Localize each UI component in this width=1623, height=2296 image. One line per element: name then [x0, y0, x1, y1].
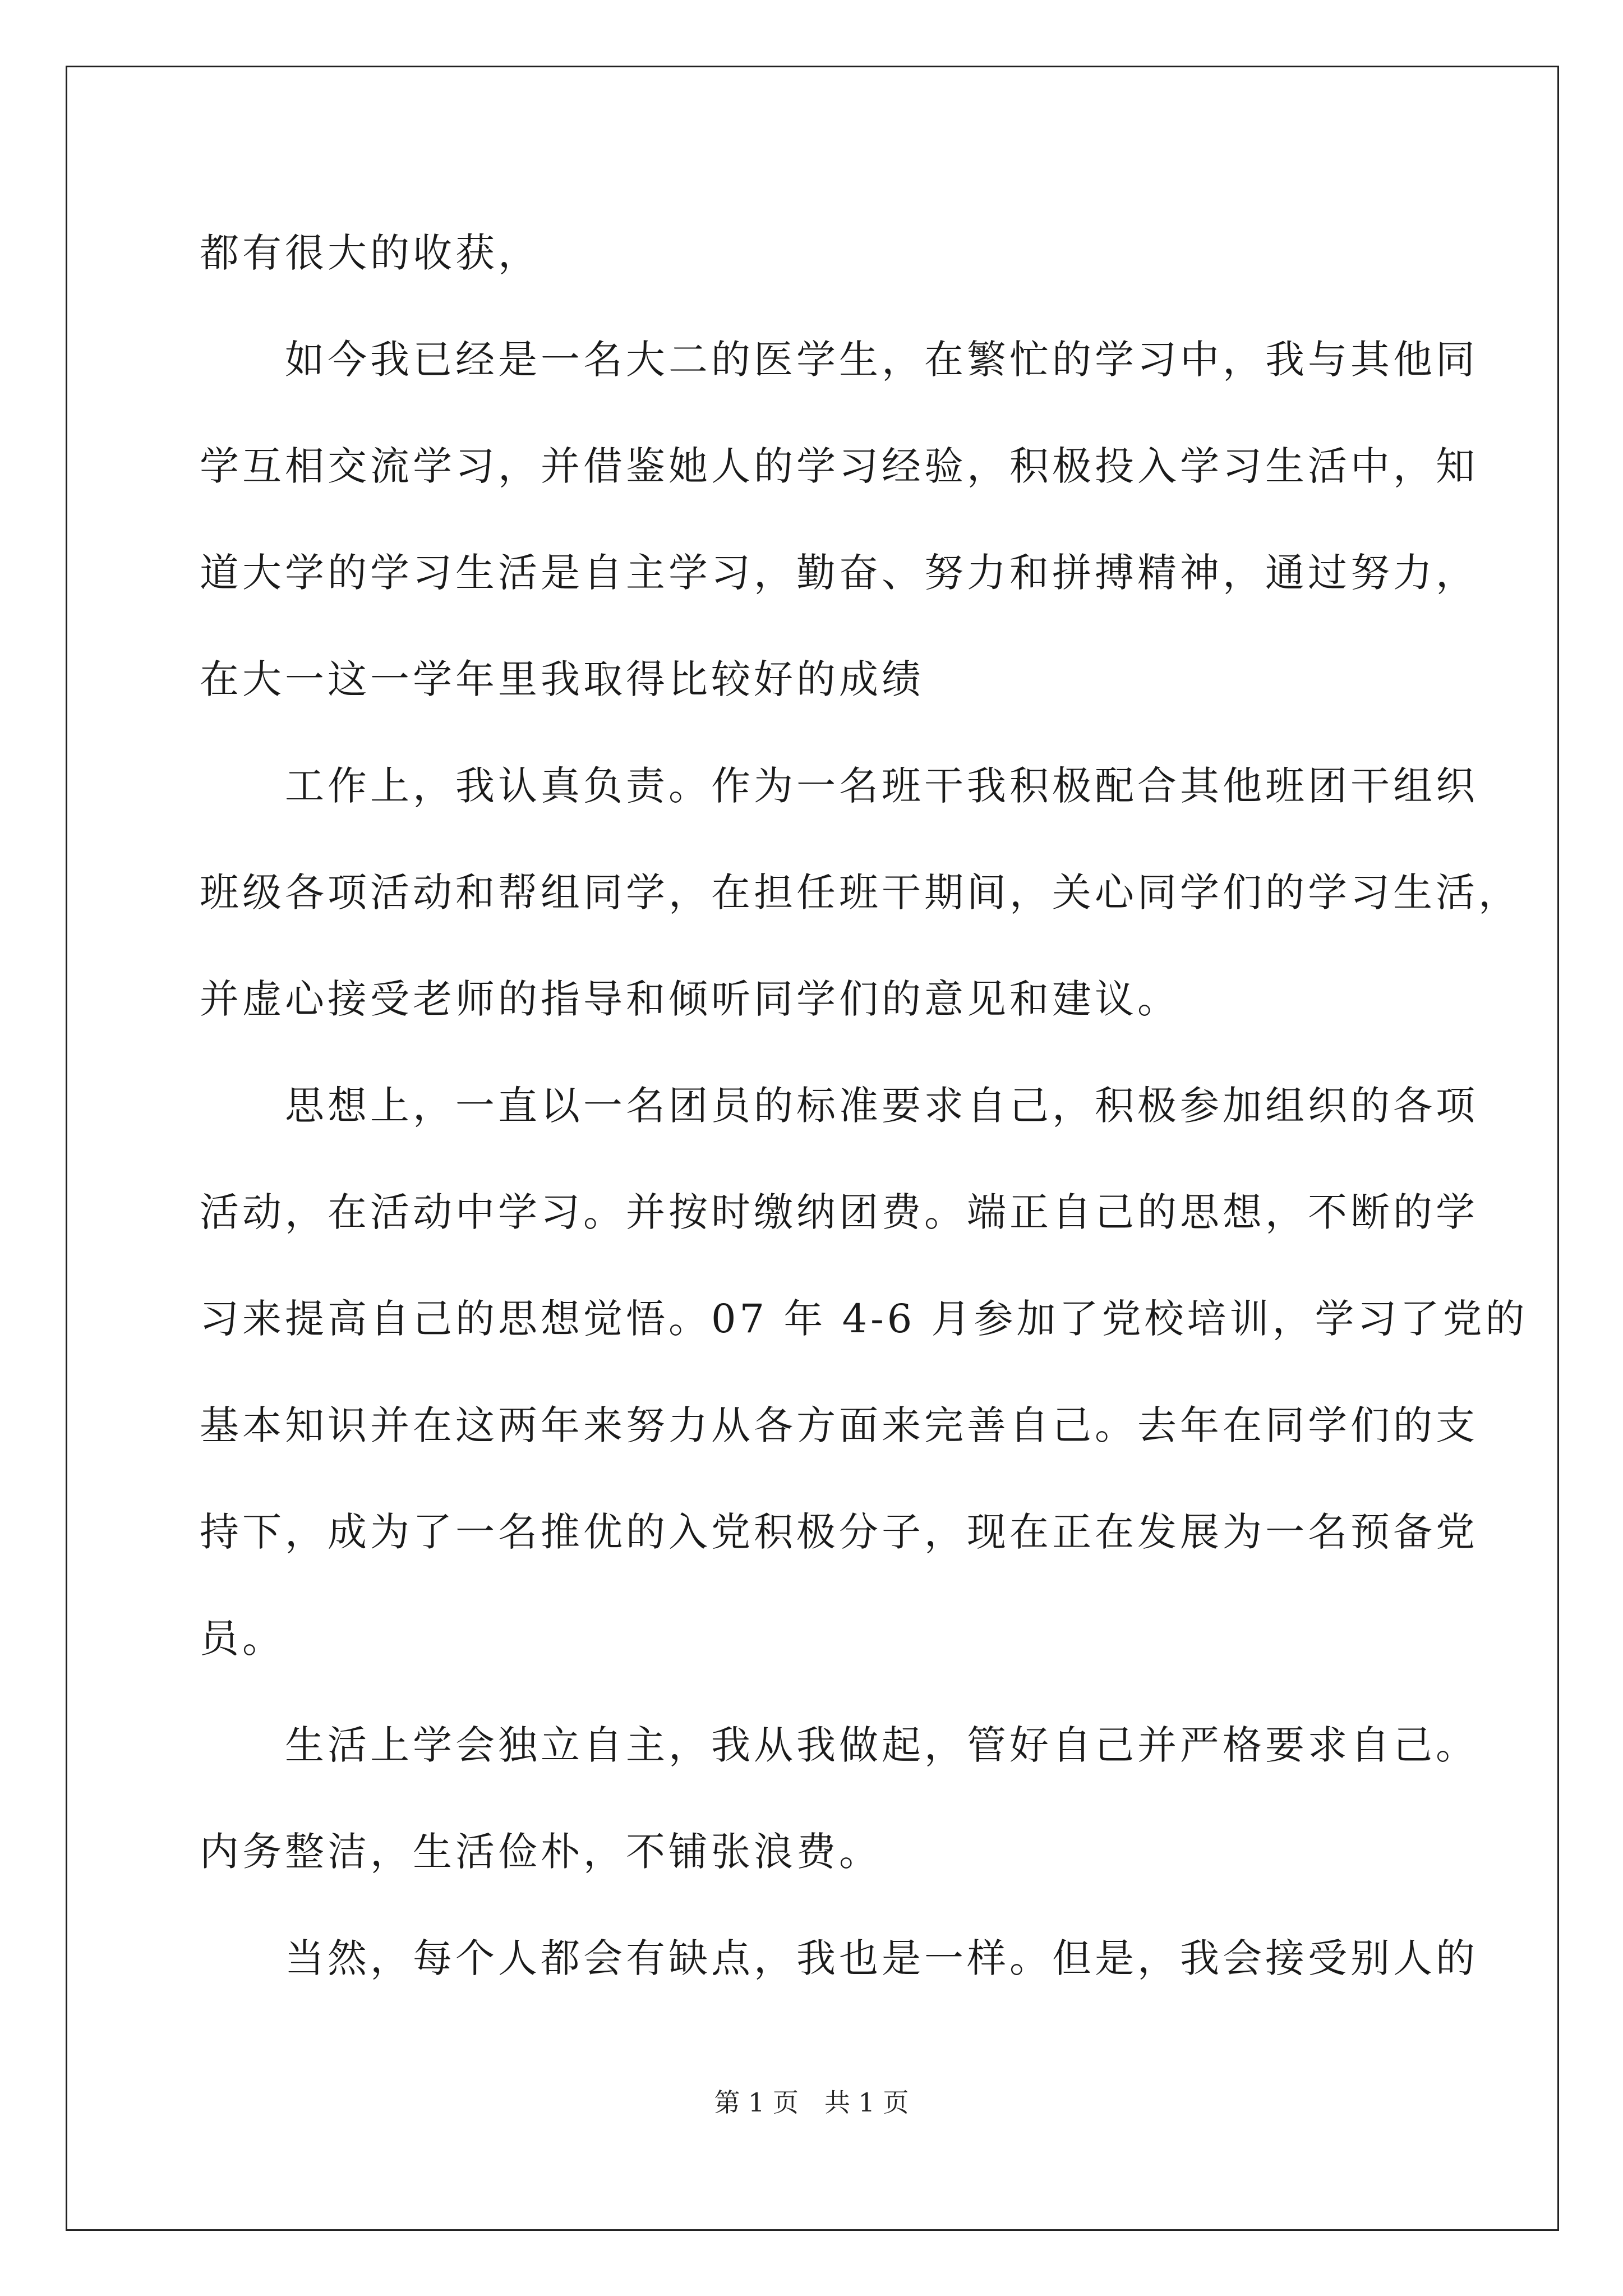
text-line: 在大一这一学年里我取得比较好的成绩: [200, 656, 924, 702]
text-line: 持下，成为了一名推优的入党积极分子，现在正在发展为一名预备党: [200, 1509, 1478, 1555]
text-line: 内务整洁，生活俭朴，不铺张浪费。: [200, 1829, 882, 1875]
page-number-footer: 第 1 页 共 1 页: [714, 2087, 909, 2118]
text-line: 班级各项活动和帮组同学，在担任班干期间，关心同学们的学习生活，: [200, 869, 1521, 915]
text-line: 并虚心接受老师的指导和倾听同学们的意见和建议。: [200, 976, 1180, 1022]
text-line: 习来提高自己的思想觉悟。07 年 4-6 月参加了党校培训，学习了党的: [200, 1296, 1528, 1342]
text-line: 道大学的学习生活是自主学习，勤奋、努力和拼搏精神，通过努力，: [200, 550, 1478, 596]
document-body: [200, 200, 1528, 2012]
text-line: 员。: [200, 1616, 285, 1662]
text-line: 当然，每个人都会有缺点，我也是一样。但是，我会接受别人的: [200, 1935, 1478, 1981]
text-line: 生活上学会独立自主，我从我做起，管好自己并严格要求自己。: [200, 1722, 1478, 1768]
text-line: 学互相交流学习，并借鉴她人的学习经验，积极投入学习生活中，知: [200, 443, 1478, 489]
text-line: 如今我已经是一名大二的医学生，在繁忙的学习中，我与其他同: [200, 337, 1478, 383]
text-line: 基本知识并在这两年来努力从各方面来完善自己。去年在同学们的支: [200, 1402, 1478, 1448]
text-line: 思想上，一直以一名团员的标准要求自己，积极参加组织的各项: [200, 1083, 1478, 1129]
text-line: 都有很大的收获，: [200, 230, 541, 276]
text-line: 工作上，我认真负责。作为一名班干我积极配合其他班团干组织: [200, 763, 1478, 809]
text-line: 活动，在活动中学习。并按时缴纳团费。端正自己的思想，不断的学: [200, 1189, 1478, 1235]
